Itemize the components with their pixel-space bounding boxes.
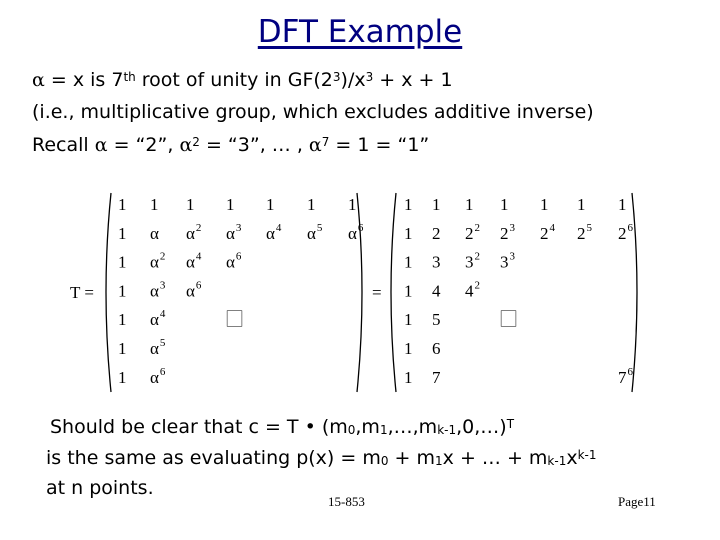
alpha-symbol: α (179, 134, 193, 156)
intro-text: = “3”, … , (199, 134, 309, 156)
right-matrix-cell: 1 (404, 339, 413, 358)
intro-text: Recall (32, 134, 95, 156)
left-matrix-cell: $\alpha^3$ (226, 221, 242, 243)
left-matrix-cell: ⃞ (226, 310, 243, 330)
left-matrix-cell: $\alpha^4$ (186, 250, 202, 272)
conclusion-text: ,…,m (387, 416, 438, 438)
right-matrix-cell: $2^3$ (500, 221, 515, 243)
left-matrix-cell: $\alpha^6$ (150, 365, 166, 387)
conclusion-line-3: at n points. (46, 477, 154, 499)
left-matrix-cell: 1 (150, 195, 159, 214)
left-matrix-cell: 1 (118, 223, 127, 243)
right-matrix-cell: 1 (465, 195, 474, 214)
intro-text: = 1 = “1” (329, 134, 430, 156)
left-matrix-cell: $\alpha^2$ (150, 250, 166, 272)
left-matrix-cell: 1 (186, 195, 195, 214)
left-matrix-cell: 1 (118, 367, 127, 387)
right-matrix-cell: $2^2$ (465, 221, 480, 243)
left-matrix-cell: 1 (266, 195, 275, 214)
matrix-equals: = (372, 283, 382, 302)
right-matrix-cell: 1 (432, 195, 441, 214)
right-matrix-cell: 1 (618, 195, 627, 214)
intro-text: + x + 1 (373, 69, 453, 91)
conclusion-text: is the same as evaluating p(x) = m (46, 447, 381, 469)
superscript: 2 (192, 135, 200, 149)
superscript: 7 (321, 135, 330, 149)
alpha-symbol: α (32, 69, 45, 91)
left-matrix-cell: $\alpha^6$ (226, 250, 242, 272)
left-matrix-cell: 1 (118, 252, 127, 272)
right-matrix-cell: 1 (404, 310, 413, 330)
right-matrix-cell: 1 (404, 367, 413, 387)
left-matrix-cell: 1 (118, 339, 127, 358)
right-matrix-cell: $7^6$ (618, 365, 633, 387)
left-matrix-cell: 1 (307, 195, 316, 214)
left-matrix-cell: $\alpha^5$ (150, 337, 166, 358)
superscript: th (123, 70, 136, 84)
subscript: 1 (379, 423, 388, 437)
left-matrix-cell: 1 (118, 281, 127, 301)
footer-page: Page11 (618, 494, 656, 509)
alpha-symbol: α (94, 134, 108, 156)
subscript: k-1 (547, 454, 567, 468)
conclusion-line-2 (46, 446, 597, 470)
left-matrix-cell: $\alpha^4$ (150, 308, 166, 330)
right-matrix-cell: 5 (432, 310, 441, 330)
conclusion-text: (m (315, 416, 348, 438)
subscript: 0 (347, 423, 356, 437)
right-matrix-cell: 1 (540, 195, 549, 214)
right-matrix-cell: 1 (404, 252, 413, 272)
superscript: k-1 (577, 448, 597, 462)
right-matrix-cell: 7 (432, 367, 441, 387)
right-matrix-cell: 1 (577, 195, 586, 214)
intro-text: = x is 7 (44, 69, 124, 91)
left-matrix-cell: $\alpha^3$ (150, 279, 166, 301)
left-matrix-cell: $\alpha^6$ (348, 221, 364, 243)
right-matrix-cell: $2^6$ (618, 221, 633, 243)
subscript: 1 (435, 454, 443, 468)
subscript: 0 (380, 454, 389, 468)
right-matrix-cell: 4 (432, 281, 441, 301)
right-matrix-cell: 1 (500, 195, 509, 214)
right-matrix-cell: 3 (432, 252, 441, 272)
alpha-symbol: α (308, 134, 322, 156)
left-matrix-cell: 1 (348, 195, 357, 214)
conclusion-text: x + … + m (442, 447, 548, 469)
right-matrix-cell: ⃞ (500, 310, 517, 330)
conclusion-text: ,0,…) (456, 416, 507, 438)
left-matrix-cell: α (150, 223, 159, 243)
conclusion-line-1 (50, 415, 514, 439)
conclusion-text: + m (388, 447, 436, 469)
subscript: k-1 (437, 423, 457, 437)
left-matrix-cell: 1 (118, 310, 127, 330)
right-matrix-cell: $2^4$ (540, 221, 555, 243)
right-matrix-cell: 2 (432, 223, 441, 243)
left-matrix-cell: 1 (226, 195, 235, 214)
right-matrix-cell: 1 (404, 195, 413, 214)
left-matrix-cell: $\alpha^5$ (307, 221, 323, 243)
right-matrix-cell: 6 (432, 339, 441, 358)
footer-course: 15-853 (328, 494, 365, 509)
left-matrix-cell: $\alpha^2$ (186, 221, 202, 243)
right-matrix-cell: $4^2$ (465, 279, 480, 301)
left-matrix-cell: $\alpha^6$ (186, 279, 202, 301)
right-matrix-cell: 1 (404, 281, 413, 301)
intro-text: = “2”, (107, 134, 180, 156)
conclusion-text: x (566, 447, 578, 469)
left-matrix-cell: 1 (118, 195, 127, 214)
dot-operator: • (304, 416, 316, 438)
left-matrix-open-bracket (106, 193, 111, 392)
left-matrix-cell: $\alpha^4$ (266, 221, 282, 243)
left-matrix (118, 195, 364, 387)
right-matrix-cell: $2^5$ (577, 221, 592, 243)
intro-text: root of unity in GF(2 (135, 69, 333, 91)
superscript: 3 (365, 70, 374, 84)
superscript: T (506, 417, 515, 431)
slide-title: DFT Example (257, 14, 463, 50)
right-matrix-cell: 1 (404, 223, 413, 243)
right-matrix-open-bracket (391, 193, 396, 392)
matrix-lhs: T = (70, 283, 94, 302)
right-matrix (404, 195, 634, 387)
intro-line-2: (i.e., multiplicative group, which excludes additive inverse) (32, 101, 594, 123)
superscript: 3 (332, 70, 341, 84)
conclusion-text: ,m (355, 416, 380, 438)
right-matrix-cell: $3^2$ (465, 250, 480, 272)
intro-text: )/x (340, 69, 366, 91)
right-matrix-cell: $3^3$ (500, 250, 515, 272)
conclusion-text: Should be clear that c = T (50, 416, 305, 438)
